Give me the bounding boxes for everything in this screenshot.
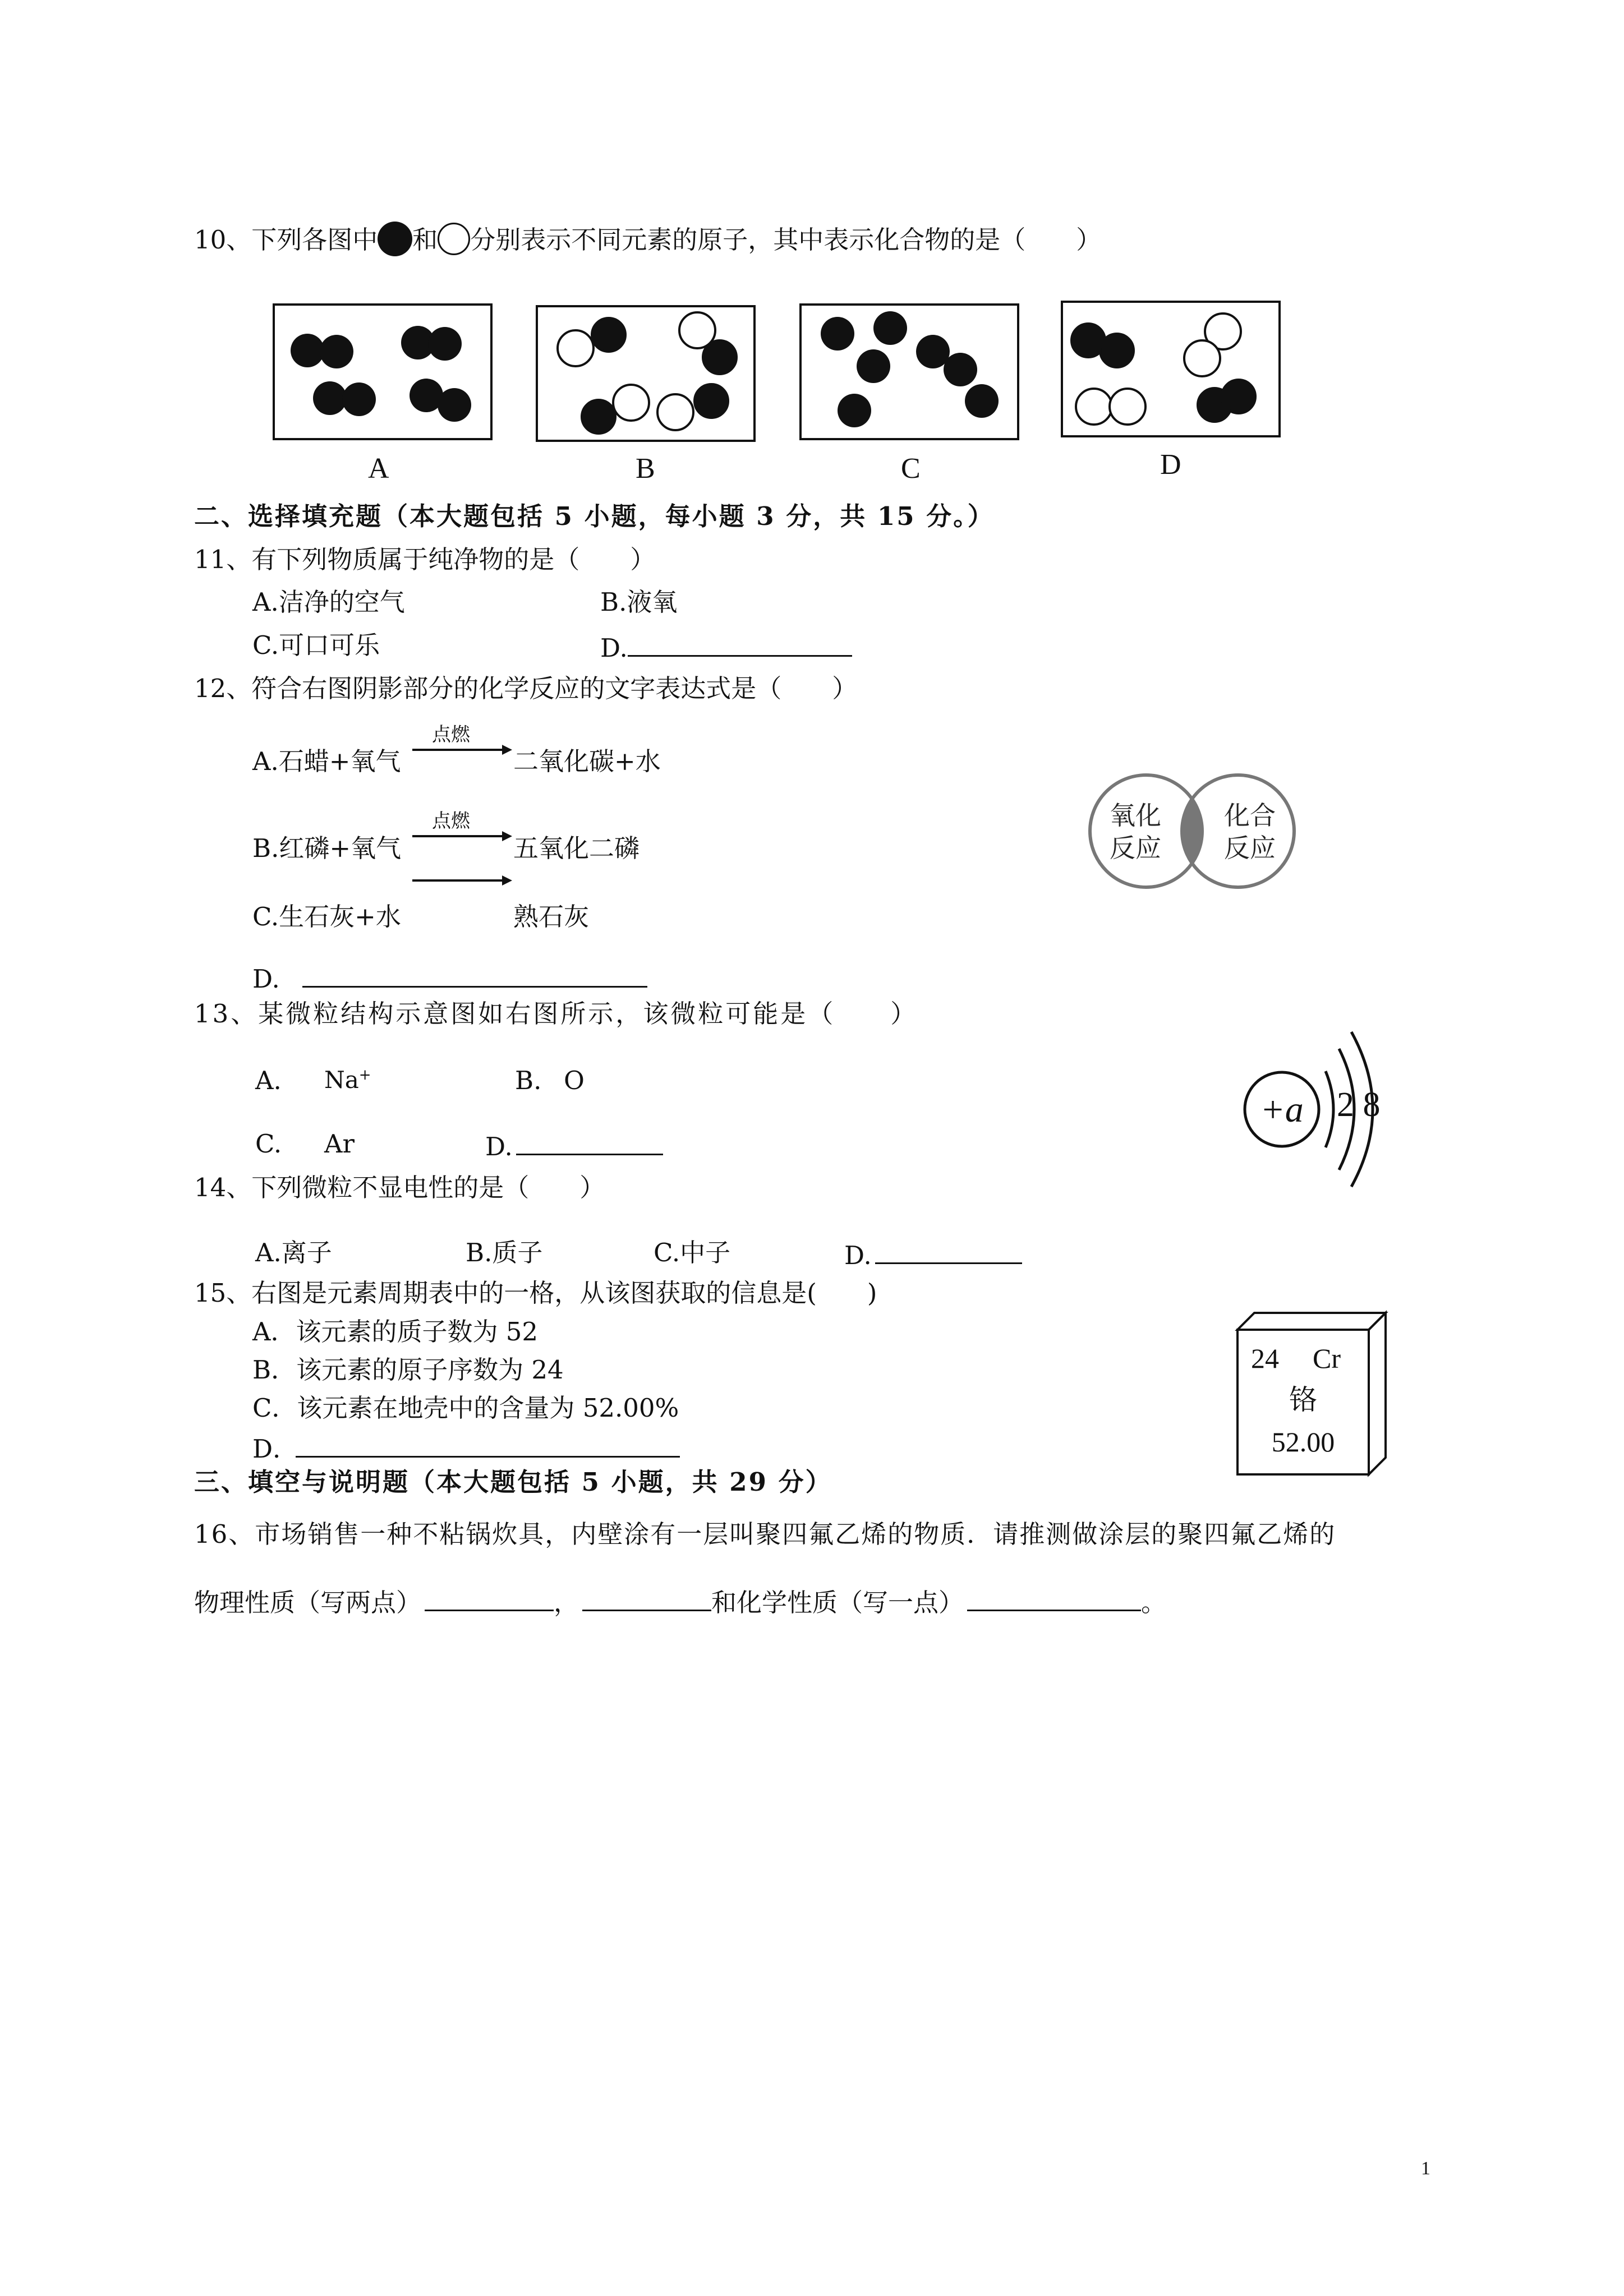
nucleus-charge: +a [1260,1089,1304,1130]
cell-top-face [1237,1313,1386,1330]
electron-shell-1 [1326,1071,1333,1147]
q12-option-c-right: 熟石灰 [513,902,590,932]
q13-option-a-symbol: Na [324,1066,359,1094]
q16-line2 [194,1587,1166,1615]
q14-option-a: A.离子 [255,1238,332,1267]
q11-option-b: B.液氧 [600,587,678,617]
q13-answer-blank[interactable] [516,1131,663,1155]
q11-answer-blank[interactable] [628,633,852,657]
q16-physical-blank-2[interactable] [582,1587,711,1611]
q10-option-c: C [901,453,921,485]
q13-option-b-value: O [564,1066,585,1095]
q12-option-c-left: C.生石灰+水 [252,902,401,932]
q12-option-d [252,963,647,992]
q12-answer-blank[interactable] [302,963,647,988]
q13-option-a-value [324,1068,371,1092]
atomic-number: 24 [1251,1343,1279,1374]
q11-option-d-label: D. [600,633,628,663]
q12-option-b-arrow [412,829,513,843]
q12-option-c-arrow [412,874,513,887]
q11-option-c: C.可口可乐 [252,630,380,660]
q14-option-d-label: D. [844,1241,872,1270]
q10-molecule-diagrams [269,300,1296,480]
q12-option-b-left: B.红磷+氧气 [252,833,402,863]
q11-stem: 11、有下列物质属于纯净物的是（ ） [194,545,656,574]
q12-option-a-condition: 点燃 [432,723,470,746]
q12-stem: 12、符合右图阴影部分的化学反应的文字表达式是（ ） [194,674,858,703]
venn-right-label-2: 反应 [1224,833,1276,863]
q13-atom-structure-diagram [1237,1026,1405,1189]
venn-left-label-2: 反应 [1110,833,1161,863]
q10-option-d: D [1160,449,1181,481]
q12-option-a-arrow [412,743,513,757]
q13-option-c-label: C. [255,1129,282,1159]
section3-title: 三、填空与说明题（本大题包括 5 小题，共 29 分） [194,1467,832,1497]
q10-suffix: 分别表示不同元素的原子，其中表示化合物的是（ ） [470,225,1102,255]
q10-prefix: 10、下列各图中 [194,225,378,255]
q15-periodic-table-cell [1234,1310,1391,1483]
q15-option-c: C．该元素在地壳中的含量为 52.00% [252,1393,679,1423]
q13-stem: 13、某微粒结构示意图如右图所示，该微粒可能是（ ） [194,999,918,1029]
q13-option-b-label: B. [515,1066,542,1095]
element-name: 铬 [1289,1384,1317,1416]
q10-option-a: A [368,453,389,485]
q15-option-a: A．该元素的质子数为 52 [252,1317,539,1347]
q12-venn-diagram [1091,757,1338,909]
electron-counts: 2 8 [1337,1086,1381,1124]
q11-option-d [600,633,852,661]
q12-option-a-right: 二氧化碳+水 [513,746,661,776]
q10-option-b: B [636,453,655,485]
q11-option-a: A.洁净的空气 [252,587,405,617]
q13-option-a-charge: + [358,1067,371,1084]
q15-stem: 15、右图是元素周期表中的一格，从该图获取的信息是( ) [194,1278,877,1308]
element-symbol: Cr [1313,1343,1341,1374]
q10-stem [194,222,1101,256]
venn-left-label-1: 氧化 [1110,800,1161,831]
q14-option-b: B.质子 [466,1238,543,1267]
white-atom-icon [438,223,470,255]
q16-line1: 16、市场销售一种不粘锅炊具，内壁涂有一层叫聚四氟乙烯的物质．请推测做涂层的聚四氟乙烯的 [194,1519,1336,1549]
venn-right-label-1: 化合 [1224,800,1276,831]
q12-option-d-label: D. [252,964,280,994]
q14-answer-blank[interactable] [875,1240,1022,1264]
black-atom-icon [378,222,412,256]
cell-side-face [1369,1313,1386,1474]
q15-option-d [252,1433,680,1464]
q14-stem: 14、下列微粒不显电性的是（ ） [194,1173,605,1202]
q12-option-a-left: A.石蜡+氧气 [252,746,401,776]
q13-option-d-label: D. [485,1132,513,1161]
q10-mid: 和 [412,225,438,255]
q14-option-d [844,1240,1022,1268]
q12-option-b-right: 五氧化二磷 [513,833,640,863]
q15-option-d-label: D． [252,1434,298,1464]
q16-end: 。 [1141,1588,1167,1617]
q13-option-a-label: A. [255,1066,282,1095]
q13-option-d [485,1131,663,1159]
q16-physical-blank-1[interactable] [425,1587,554,1611]
q16-chemical-prompt: 和化学性质（写一点） [711,1588,964,1617]
q16-separator: ， [554,1588,579,1617]
q15-answer-blank[interactable] [296,1433,680,1458]
q16-chemical-blank[interactable] [967,1587,1141,1611]
q12-option-b-condition: 点燃 [432,810,470,832]
atomic-mass: 52.00 [1271,1426,1335,1458]
q16-physical-prompt: 物理性质（写两点） [194,1588,422,1617]
page-number: 1 [1421,2158,1430,2179]
q15-option-b: B．该元素的原子序数为 24 [252,1355,564,1385]
q13-option-c-value: Ar [324,1129,355,1159]
q14-option-c: C.中子 [654,1238,731,1267]
section2-title: 二、选择填充题（本大题包括 5 小题，每小题 3 分，共 15 分。） [194,501,995,531]
